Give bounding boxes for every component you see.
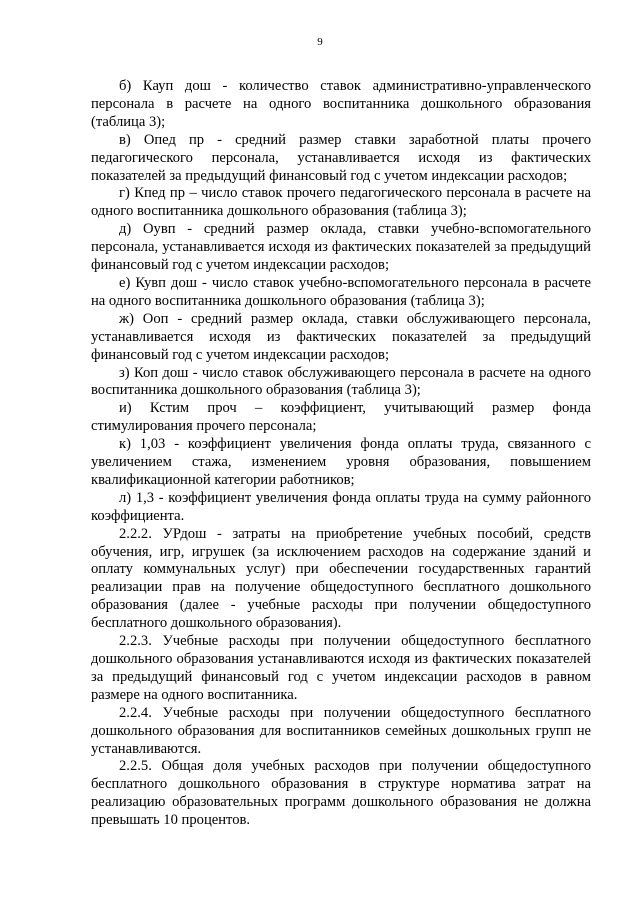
- paragraph-b-kaup: б) Кауп дош - количество ставок административно-управленческого персонала в расчете на одного воспитанника дошкольного образования (таблица 3);: [91, 78, 591, 130]
- section-2-2-4: 2.2.4. Учебные расходы при получении общедоступного бесплатного дошкольного образования для воспитанников семейных дошкольных групп не устанавливаются.: [91, 704, 591, 757]
- paragraph-i-kstim: и) Кстим проч – коэффициент, учитывающий размер фонда стимулирования прочего персонала;: [91, 400, 591, 435]
- section-2-2-2: 2.2.2. УРдош - затраты на приобретение учебных пособий, средств обучения, игр, игрушек (за исключением расходов на содержание зданий и оплату коммунальных услуг) при обеспечении государственных гарантий реализации прав на получение общедоступного бесплатного дошкольного образования (далее - учебные расходы при получении общедоступного бесплатного дошкольного образования).: [91, 525, 591, 632]
- page-number: 9: [317, 36, 323, 48]
- paragraph-e-kuvp: е) Кувп дош - число ставок учебно-вспомогательного персонала в расчете на одного воспитанника дошкольного образования (таблица 3);: [91, 274, 591, 309]
- paragraph-v-oped: в) Опед пр - средний размер ставки заработной платы прочего педагогического персонала, устанавливается исходя из фактических показателей за предыдущий финансовый год с учетом индексации расходов;: [91, 131, 591, 184]
- paragraph-zh-oop: ж) Ооп - средний размер оклада, ставки обслуживающего персонала, устанавливается исходя из фактических показателей за предыдущий финансовый год с учетом индексации расходов;: [91, 310, 591, 363]
- paragraph-d-ouvp: д) Оувп - средний размер оклада, ставки учебно-вспомогательного персонала, устанавливается исходя из фактических показателей за предыдущий финансовый год с учетом индексации расходов;: [91, 221, 591, 274]
- paragraph-z-kop: з) Коп дош - число ставок обслуживающего персонала в расчете на одного воспитанника дошкольного образования (таблица 3);: [91, 364, 591, 399]
- paragraph-g-kped: г) Кпед пр – число ставок прочего педагогического персонала в расчете на одного воспитанника дошкольного образования (таблица 3);: [91, 185, 591, 220]
- document-body: [91, 78, 591, 830]
- paragraph-k-coefficient: к) 1,03 - коэффициент увеличения фонда оплаты труда, связанного с увеличением стажа, изменением уровня образования, повышением квалификационной категории работников;: [91, 436, 591, 488]
- section-2-2-3: 2.2.3. Учебные расходы при получении общедоступного бесплатного дошкольного образования устанавливаются исходя из фактических показателей за предыдущий финансовый год с учетом индексации расходов в равном размере на одного воспитанника.: [91, 633, 591, 703]
- section-2-2-5: 2.2.5. Общая доля учебных расходов при получении общедоступного бесплатного дошкольного образования в структуре норматива затрат на реализацию образовательных программ дошкольного образования не должна превышать 10 процентов.: [91, 758, 591, 829]
- paragraph-l-coefficient: л) 1,3 - коэффициент увеличения фонда оплаты труда на сумму районного коэффициента.: [91, 489, 591, 524]
